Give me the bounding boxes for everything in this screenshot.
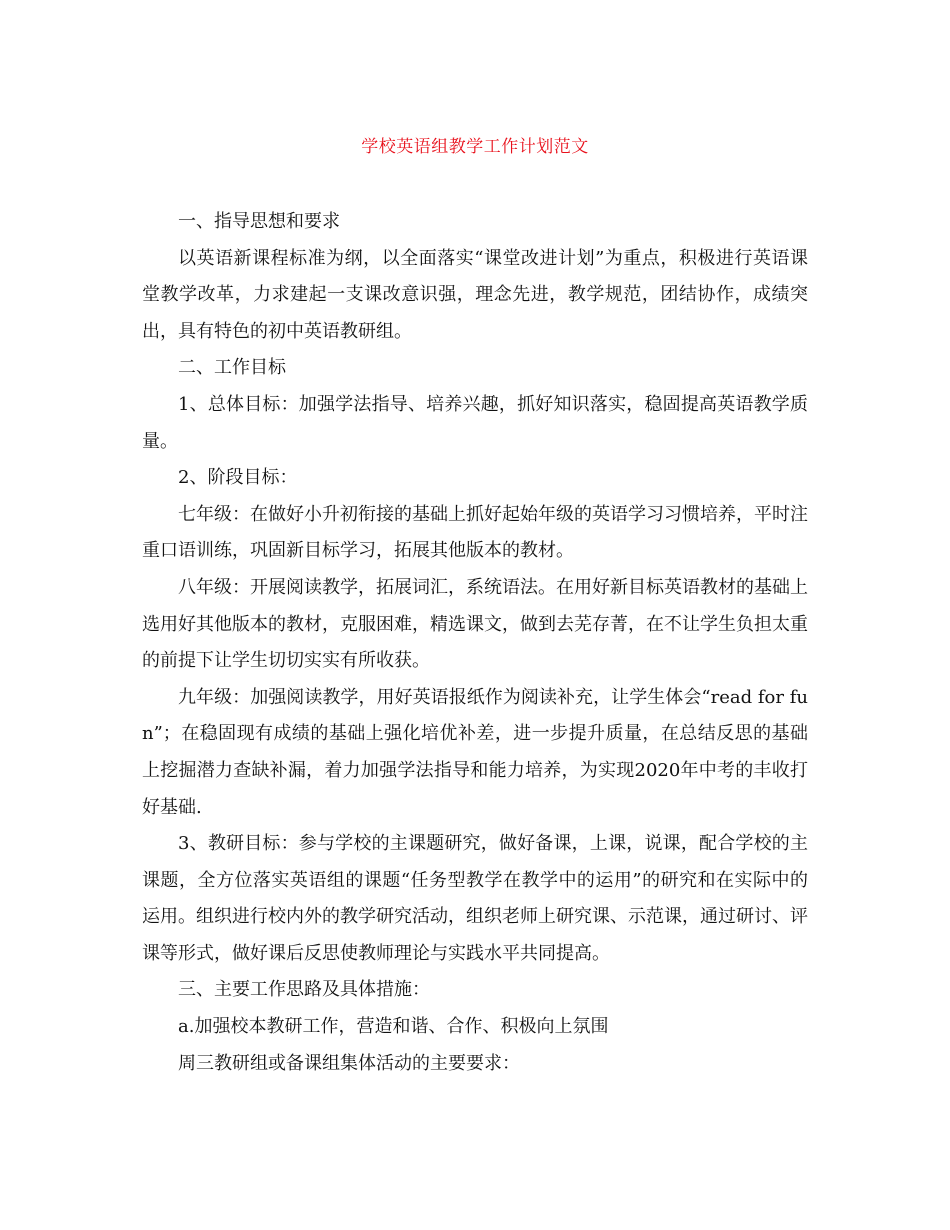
- paragraph-grade-seven: 七年级：在做好小升初衔接的基础上抓好起始年级的英语学习习惯培养，平时注重口语训练，巩固新目标学习，拓展其他版本的教材。: [142, 503, 808, 562]
- heading-guiding-principles: 一、指导思想和要求: [178, 211, 340, 232]
- paragraph-research-goal: 3、教研目标：参与学校的主课题研究，做好备课，上课，说课，配合学校的主课题，全方位落实英语组的课题“任务型教学在教学中的运用”的研究和在实际中的运用。组织进行校内外的教学研究活动，组织老师上研究课、示范课，通过研讨、评课等形式，做好课后反思使教师理论与实践水平共同提高。: [142, 833, 808, 964]
- heading-main-ideas: 三、主要工作思路及具体措施：: [178, 979, 430, 1001]
- paragraph-stage-goals: 2、阶段目标：: [178, 467, 298, 489]
- paragraph-grade-eight: 八年级：开展阅读教学，拓展词汇，系统语法。在用好新目标英语教材的基础上选用好其他版本的教材，克服困难，精选课文，做到去芜存菁，在不让学生负担太重的前提下让学生切切实实有所收获。: [142, 576, 808, 672]
- document-title: 学校英语组教学工作计划范文: [361, 137, 589, 157]
- paragraph-guiding-principles: 以英语新课程标准为纲，以全面落实“课堂改进计划”为重点，积极进行英语课堂教学改革，力求建起一支课改意识强，理念先进，教学规范，团结协作，成绩突出，具有特色的初中英语教研组。: [142, 247, 808, 342]
- paragraph-overall-goal: 1、总体目标：加强学法指导、培养兴趣，抓好知识落实，稳固提高英语教学质量。: [142, 393, 808, 452]
- paragraph-wednesday-requirements: 周三教研组或备课组集体活动的主要要求：: [178, 1052, 520, 1074]
- document-body: [142, 204, 808, 1082]
- heading-work-goals: 二、工作目标: [178, 357, 286, 379]
- paragraph-grade-nine: 九年级：加强阅读教学，用好英语报纸作为阅读补充，让学生体会“read for fun”；在稳固现有成绩的基础上强化培优补差，进一步提升质量，在总结反思的基础上挖掘潜力查缺补漏，着力加强学法指导和能力培养，为实现2020年中考的丰收打好基础.: [142, 686, 808, 818]
- paragraph-school-research: a.加强校本教研工作，营造和谐、合作、积极向上氛围: [178, 1016, 609, 1038]
